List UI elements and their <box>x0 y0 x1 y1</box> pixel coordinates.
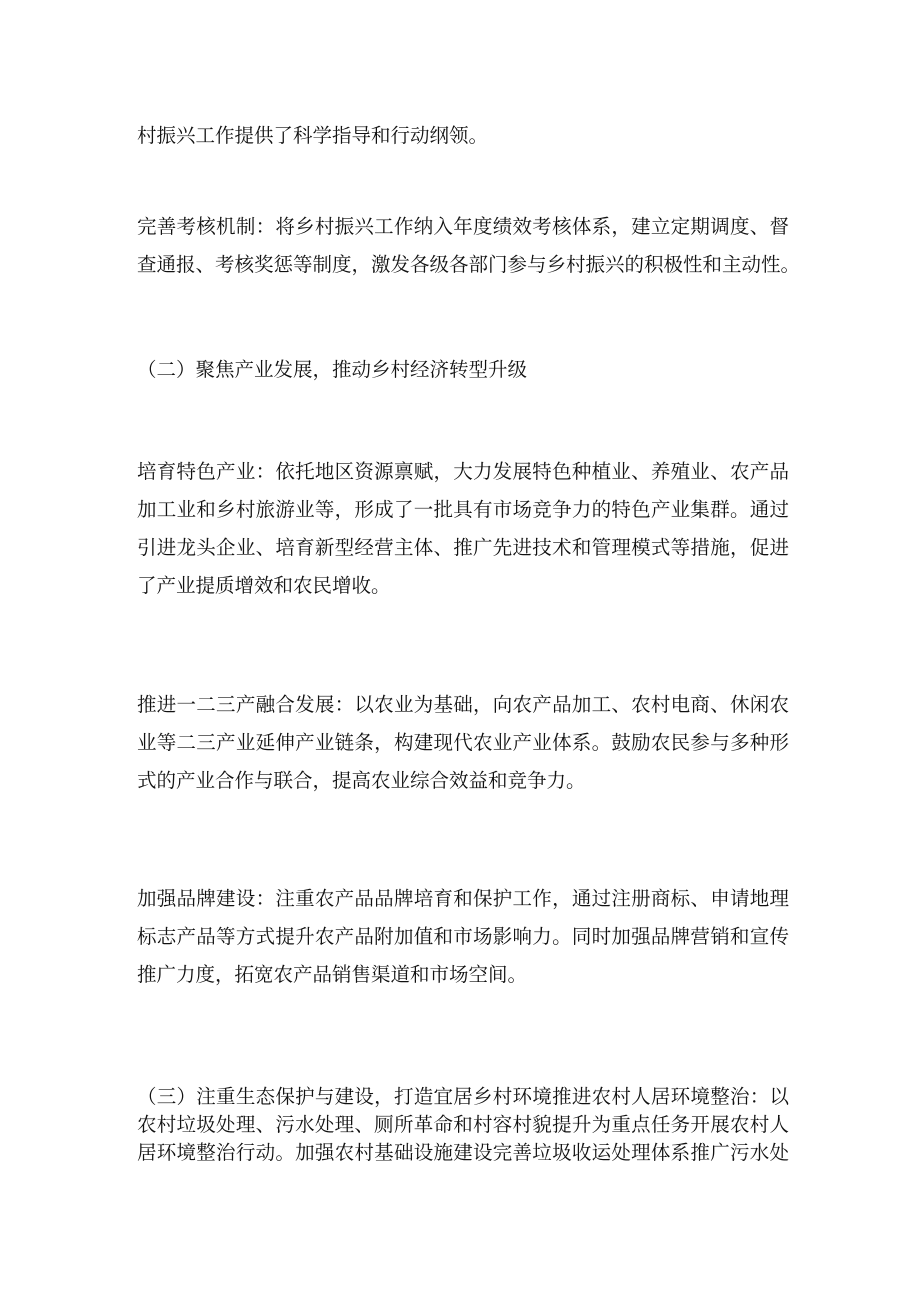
text-line: 了产业提质增效和农民增收。 <box>137 574 391 597</box>
text-line: （三）注重生态保护与建设，打造宜居乡村环境推进农村人居环境整治：以 <box>137 1085 789 1108</box>
text-line: 加工业和乡村旅游业等，形成了一批具有市场竞争力的特色产业集群。通过 <box>137 498 789 521</box>
paragraph-intro-tail <box>137 117 789 155</box>
text-line: 引进龙头企业、培育新型经营主体、推广先进技术和管理模式等措施，促进 <box>137 536 789 559</box>
text-line: 村振兴工作提供了科学指导和行动纲领。 <box>137 124 489 147</box>
paragraph-assessment-mechanism <box>137 208 801 284</box>
section-heading-industry <box>137 351 789 389</box>
text-line: 农村垃圾处理、污水处理、厕所革命和村容村貌提升为重点任务开展农村人 <box>137 1113 789 1136</box>
text-line: 推广力度，拓宽农产品销售渠道和市场空间。 <box>137 963 528 986</box>
text-line: 业等二三产业延伸产业链条，构建现代农业产业体系。鼓励农民参与多种形 <box>137 731 789 754</box>
text-line: 式的产业合作与联合，提高农业综合效益和竞争力。 <box>137 769 586 792</box>
section-heading-ecology <box>137 1083 789 1167</box>
text-line: 居环境整治行动。加强农村基础设施建设完善垃圾收运处理体系推广污水处 <box>137 1141 789 1164</box>
paragraph-industry-integration <box>137 686 789 800</box>
text-line: 查通报、考核奖惩等制度，激发各级各部门参与乡村振兴的积极性和主动性。 <box>137 253 801 276</box>
paragraph-brand-building <box>137 880 789 994</box>
text-line: （二）聚焦产业发展，推动乡村经济转型升级 <box>137 358 528 381</box>
text-line: 推进一二三产融合发展：以农业为基础，向农产品加工、农村电商、休闲农 <box>137 693 789 716</box>
text-line: 加强品牌建设：注重农产品品牌培育和保护工作，通过注册商标、申请地理 <box>137 887 789 910</box>
text-line: 培育特色产业：依托地区资源禀赋，大力发展特色种植业、养殖业、农产品 <box>137 460 789 483</box>
text-line: 完善考核机制：将乡村振兴工作纳入年度绩效考核体系，建立定期调度、督 <box>137 215 789 238</box>
paragraph-characteristic-industry <box>137 453 789 605</box>
text-line: 标志产品等方式提升农产品附加值和市场影响力。同时加强品牌营销和宣传 <box>137 925 789 948</box>
